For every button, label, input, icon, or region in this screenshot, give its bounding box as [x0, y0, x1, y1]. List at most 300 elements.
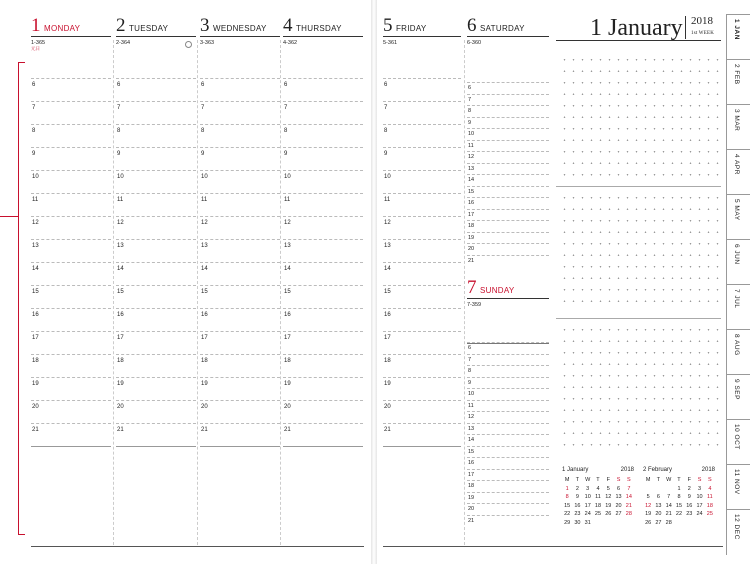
hour-label: 20	[468, 246, 475, 252]
hour-row[interactable]	[283, 193, 363, 217]
calendar-day: 9	[687, 494, 691, 501]
hour-label: 21	[32, 427, 39, 433]
hour-row[interactable]	[383, 193, 461, 217]
hour-label: 10	[468, 391, 475, 397]
hour-row[interactable]	[116, 262, 196, 286]
mini-calendar-grid	[562, 476, 634, 527]
hour-grid-end	[31, 446, 111, 447]
hour-label: 13	[468, 165, 475, 172]
calendar-day: 2	[575, 485, 579, 492]
hour-label: 19	[117, 381, 124, 387]
day-header	[31, 14, 111, 37]
calendar-day: 20	[655, 511, 662, 518]
day-column-wednesday	[200, 14, 280, 554]
hour-label: 19	[284, 381, 291, 387]
calendar-day: 17	[696, 502, 703, 509]
calendar-day: 23	[686, 511, 693, 518]
week-row	[562, 519, 634, 528]
mini-calendar-year: 2018	[701, 467, 715, 473]
hour-row[interactable]	[383, 423, 461, 447]
hour-row[interactable]	[283, 423, 363, 447]
hour-label: 11	[468, 402, 474, 409]
hour-label: 11	[32, 197, 39, 203]
hour-row[interactable]	[283, 331, 363, 355]
calendar-day	[705, 519, 715, 528]
hour-row[interactable]	[116, 193, 196, 217]
calendar-day	[664, 485, 674, 494]
hour-row[interactable]	[31, 216, 111, 240]
month-tab-label: 1 JAN	[733, 19, 740, 40]
calendar-day: 27	[655, 519, 662, 526]
calendar-day: 13	[615, 494, 622, 501]
day-count: 5-361	[383, 40, 398, 46]
hour-row[interactable]	[116, 147, 196, 171]
hour-row[interactable]	[383, 262, 461, 286]
hour-label: 10	[32, 174, 39, 180]
hour-row[interactable]	[200, 170, 280, 194]
calendar-day: 14	[665, 502, 672, 509]
day-number: 4	[283, 15, 293, 36]
hour-label: 13	[117, 243, 124, 249]
hour-label: 7	[468, 356, 472, 363]
hour-row[interactable]	[467, 255, 549, 268]
day-count: 7-359	[467, 302, 482, 308]
day-name: FRIDAY	[396, 24, 427, 33]
calendar-day: 20	[615, 502, 622, 509]
hour-label: 6	[117, 82, 121, 88]
calendar-day: 25	[594, 511, 602, 518]
column-separator	[113, 40, 114, 545]
hour-label: 14	[201, 266, 208, 272]
week-label: 1st WEEK	[691, 31, 715, 36]
mini-calendar-february	[643, 467, 715, 527]
calendar-day: 7	[627, 485, 631, 492]
day-number: 7	[467, 277, 477, 298]
day-count: 4-362	[283, 40, 298, 46]
day-name: SUNDAY	[480, 286, 515, 295]
hour-row[interactable]	[31, 331, 111, 355]
month-tab-dec[interactable]	[726, 509, 750, 555]
month-tab-nov[interactable]	[726, 464, 750, 510]
time-bracket	[18, 62, 25, 535]
calendar-day: 1	[565, 485, 569, 492]
mini-calendar-header	[643, 467, 715, 473]
hour-row[interactable]	[31, 101, 111, 125]
weekday-label: S	[697, 477, 702, 484]
calendar-day: 5	[606, 485, 610, 492]
hour-row[interactable]	[383, 101, 461, 125]
hour-row[interactable]	[31, 193, 111, 217]
week-row	[562, 493, 634, 502]
day-header	[467, 276, 549, 299]
hour-row[interactable]	[116, 400, 196, 424]
notes-dot-grid-3	[560, 324, 720, 449]
hour-label: 7	[117, 105, 121, 111]
hour-label: 6	[384, 82, 388, 88]
day-header	[283, 14, 363, 37]
hour-row[interactable]	[200, 262, 280, 286]
month-tab-oct[interactable]	[726, 419, 750, 465]
calendar-day: 21	[625, 502, 632, 509]
hour-label: 7	[201, 105, 205, 111]
calendar-day: 11	[595, 494, 601, 501]
column-separator	[280, 40, 281, 545]
hour-row[interactable]	[116, 216, 196, 240]
hour-row[interactable]	[116, 308, 196, 332]
hour-row[interactable]	[283, 216, 363, 240]
column-separator	[464, 40, 465, 545]
hour-label: 15	[32, 289, 39, 295]
weekday-row	[643, 476, 715, 485]
calendar-day: 19	[645, 511, 652, 518]
weekday-label: S	[616, 477, 621, 484]
hour-row[interactable]	[383, 239, 461, 263]
hour-label: 15	[384, 289, 391, 295]
hour-row[interactable]	[283, 101, 363, 125]
right-bottom-rule	[383, 546, 723, 547]
calendar-day: 11	[706, 494, 713, 501]
month-tab-aug[interactable]	[726, 329, 750, 375]
hour-label: 8	[117, 128, 121, 134]
hour-label: 13	[32, 243, 39, 249]
calendar-day	[684, 519, 694, 528]
calendar-day: 23	[574, 511, 581, 518]
calendar-day: 2	[687, 485, 691, 492]
hour-row[interactable]	[283, 124, 363, 148]
hour-label: 8	[384, 128, 388, 134]
hour-label: 17	[284, 335, 291, 341]
week-row	[643, 519, 715, 528]
hour-row[interactable]	[116, 285, 196, 309]
hour-row[interactable]	[383, 216, 461, 240]
month-tab-label: 7 JUL	[733, 289, 740, 309]
hour-grid-end	[283, 446, 363, 447]
hour-label: 21	[117, 427, 124, 433]
hour-row[interactable]	[31, 423, 111, 447]
hour-label: 13	[201, 243, 208, 249]
month-tab-may[interactable]	[726, 194, 750, 240]
day-column-tuesday	[116, 14, 196, 554]
hour-row[interactable]	[200, 377, 280, 401]
hour-row[interactable]	[116, 101, 196, 125]
day-name: MONDAY	[44, 24, 81, 33]
hour-label: 9	[284, 151, 288, 157]
calendar-day: 3	[586, 485, 590, 492]
weekday-label: W	[666, 477, 672, 484]
hour-row[interactable]	[283, 239, 363, 263]
hour-row[interactable]	[200, 124, 280, 148]
hour-label: 14	[32, 266, 39, 272]
day-column-sunday	[467, 276, 549, 524]
hour-row[interactable]	[467, 515, 549, 528]
hour-row[interactable]	[383, 285, 461, 309]
hour-label: 19	[384, 381, 391, 387]
hour-label: 16	[468, 460, 475, 466]
notes-dot-grid-2	[560, 192, 720, 312]
hour-label: 11	[468, 142, 474, 149]
sunday-notes-rule	[467, 343, 549, 344]
month-title: 1 January	[590, 15, 683, 41]
month-tab-jul[interactable]	[726, 284, 750, 330]
hour-row[interactable]	[200, 101, 280, 125]
hour-label: 10	[117, 174, 124, 180]
hour-label: 15	[468, 188, 475, 195]
calendar-day: 17	[584, 502, 591, 509]
weekday-row	[562, 476, 634, 485]
hour-label: 16	[468, 200, 475, 206]
hour-row[interactable]	[383, 308, 461, 332]
hour-label: 11	[201, 197, 208, 203]
calendar-day: 15	[564, 502, 571, 509]
hour-row[interactable]	[200, 423, 280, 447]
weekday-label: F	[606, 477, 610, 484]
day-count: 2-364	[116, 40, 131, 46]
column-separator	[197, 40, 198, 545]
calendar-day	[603, 519, 613, 528]
hour-label: 20	[201, 404, 208, 410]
calendar-day: 6	[617, 485, 621, 492]
hour-row[interactable]	[31, 124, 111, 148]
hour-row[interactable]	[200, 331, 280, 355]
hour-row[interactable]	[31, 354, 111, 378]
hour-row[interactable]	[200, 78, 280, 102]
week-row	[562, 502, 634, 511]
calendar-day: 9	[575, 494, 579, 501]
weekday-label: T	[656, 477, 661, 484]
hour-row[interactable]	[383, 331, 461, 355]
day-name: TUESDAY	[129, 24, 169, 33]
left-bottom-rule	[31, 546, 364, 547]
hour-row[interactable]	[383, 124, 461, 148]
weekday-label: T	[596, 477, 600, 484]
hour-row[interactable]	[383, 147, 461, 171]
calendar-day: 22	[675, 511, 683, 518]
hour-label: 21	[284, 427, 291, 433]
hour-row[interactable]	[31, 147, 111, 171]
month-tab-apr[interactable]	[726, 149, 750, 195]
hour-row[interactable]	[283, 308, 363, 332]
day-header	[200, 14, 280, 37]
hour-row[interactable]	[200, 400, 280, 424]
hour-label: 9	[32, 151, 36, 157]
notes-divider-1	[556, 186, 721, 187]
hour-label: 16	[201, 312, 208, 318]
holiday-label: 元日	[31, 46, 40, 51]
week-row	[643, 493, 715, 502]
hour-label: 14	[468, 437, 475, 443]
hour-label: 15	[468, 448, 475, 455]
hour-label: 21	[468, 517, 475, 524]
calendar-day: 14	[625, 494, 632, 501]
month-tab-label: 2 FEB	[733, 64, 740, 85]
hour-label: 21	[201, 427, 208, 433]
hour-row[interactable]	[283, 262, 363, 286]
hour-label: 8	[468, 368, 472, 374]
hour-row[interactable]	[31, 400, 111, 424]
hour-label: 17	[201, 335, 208, 341]
hour-label: 21	[384, 427, 391, 433]
hour-row[interactable]	[200, 216, 280, 240]
hour-row[interactable]	[116, 170, 196, 194]
week-row	[562, 485, 634, 494]
hour-row[interactable]	[31, 377, 111, 401]
calendar-day: 16	[574, 502, 581, 509]
month-tab-label: 10 OCT	[733, 424, 740, 450]
hour-label: 9	[201, 151, 205, 157]
hour-row[interactable]	[383, 377, 461, 401]
hour-row[interactable]	[31, 262, 111, 286]
hour-label: 15	[117, 289, 124, 295]
hour-row[interactable]	[383, 400, 461, 424]
day-number: 6	[467, 15, 477, 36]
calendar-day: 8	[677, 494, 681, 501]
hour-label: 12	[468, 414, 475, 420]
month-tab-jun[interactable]	[726, 239, 750, 285]
hour-row[interactable]	[31, 170, 111, 194]
hour-row[interactable]	[283, 354, 363, 378]
calendar-day: 27	[615, 511, 622, 518]
hour-label: 20	[384, 404, 391, 410]
calendar-day: 3	[698, 485, 702, 492]
year-label: 2018	[691, 15, 713, 27]
week-row	[643, 510, 715, 519]
moon-phase-icon	[185, 41, 192, 48]
mini-calendar-january	[562, 467, 634, 527]
hour-label: 17	[468, 471, 475, 478]
hour-row[interactable]	[383, 170, 461, 194]
hour-row[interactable]	[31, 78, 111, 102]
hour-label: 8	[32, 128, 36, 134]
month-tab-label: 12 DEC	[733, 514, 740, 540]
month-tab-sep[interactable]	[726, 374, 750, 420]
hour-label: 16	[284, 312, 291, 318]
month-tab-label: 11 NOV	[733, 469, 740, 495]
hour-label: 10	[384, 174, 391, 180]
hour-label: 6	[32, 82, 36, 88]
hour-label: 12	[468, 154, 475, 160]
hour-label: 6	[468, 345, 472, 351]
hour-label: 17	[384, 335, 391, 341]
day-number: 5	[383, 15, 393, 36]
hour-label: 6	[468, 85, 472, 91]
notes-divider-2	[556, 318, 721, 319]
calendar-day: 26	[605, 511, 612, 518]
day-number: 2	[116, 15, 126, 36]
month-tab-jan[interactable]	[726, 14, 750, 60]
hour-row[interactable]	[200, 193, 280, 217]
calendar-day: 28	[625, 511, 632, 518]
calendar-day	[593, 519, 603, 528]
calendar-day: 8	[565, 494, 569, 501]
mini-calendar-year: 2018	[620, 467, 634, 473]
hour-row[interactable]	[116, 78, 196, 102]
hour-label: 20	[32, 404, 39, 410]
hour-label: 6	[284, 82, 288, 88]
hour-row[interactable]	[200, 239, 280, 263]
hour-row[interactable]	[116, 423, 196, 447]
hour-label: 10	[468, 131, 475, 137]
hour-label: 20	[117, 404, 124, 410]
hour-label: 14	[468, 177, 475, 183]
hour-label: 12	[32, 220, 39, 226]
hour-label: 10	[284, 174, 291, 180]
hour-label: 13	[384, 243, 391, 249]
hour-row[interactable]	[200, 147, 280, 171]
hour-row[interactable]	[116, 239, 196, 263]
day-name: SATURDAY	[480, 24, 525, 33]
hour-row[interactable]	[283, 400, 363, 424]
calendar-day: 4	[596, 485, 600, 492]
hour-label: 18	[284, 358, 291, 364]
hour-row[interactable]	[116, 124, 196, 148]
hour-label: 11	[117, 197, 124, 203]
weekday-label: T	[677, 477, 681, 484]
month-tab-mar[interactable]	[726, 104, 750, 150]
hour-label: 16	[384, 312, 391, 318]
hour-row[interactable]	[31, 285, 111, 309]
hour-row[interactable]	[200, 308, 280, 332]
hour-row[interactable]	[116, 354, 196, 378]
hour-label: 9	[468, 379, 472, 386]
header-rule	[556, 40, 721, 41]
hour-label: 18	[468, 483, 475, 489]
calendar-day: 16	[686, 502, 693, 509]
calendar-day: 13	[655, 502, 662, 509]
hour-row[interactable]	[383, 354, 461, 378]
hour-label: 12	[384, 220, 391, 226]
calendar-day	[674, 519, 684, 528]
hour-label: 14	[284, 266, 291, 272]
weekday-label: M	[564, 477, 570, 484]
month-tab-feb[interactable]	[726, 59, 750, 105]
hour-label: 13	[468, 425, 475, 432]
day-column-thursday	[283, 14, 363, 554]
hour-row[interactable]	[200, 354, 280, 378]
day-count: 3-363	[200, 40, 215, 46]
hour-row[interactable]	[283, 377, 363, 401]
hour-label: 18	[384, 358, 391, 364]
hour-row[interactable]	[283, 78, 363, 102]
hour-row[interactable]	[283, 170, 363, 194]
calendar-day: 15	[675, 502, 683, 509]
calendar-day: 24	[584, 511, 591, 518]
hour-label: 19	[201, 381, 208, 387]
hour-row[interactable]	[200, 285, 280, 309]
hour-row[interactable]	[31, 239, 111, 263]
mini-calendar-month: 1 January	[562, 467, 589, 473]
hour-row[interactable]	[116, 331, 196, 355]
hour-row[interactable]	[383, 78, 461, 102]
hour-label: 6	[201, 82, 205, 88]
hour-label: 11	[384, 197, 391, 203]
hour-label: 7	[284, 105, 288, 111]
weekday-label: S	[708, 477, 712, 484]
hour-row[interactable]	[31, 308, 111, 332]
hour-row[interactable]	[116, 377, 196, 401]
hour-label: 19	[32, 381, 39, 387]
hour-label: 18	[32, 358, 39, 364]
day-count: 1-365 元日	[31, 40, 111, 52]
hour-grid-end	[116, 446, 196, 447]
day-number: 1	[31, 15, 41, 36]
notes-dot-grid-1	[560, 54, 720, 182]
hour-label: 21	[468, 257, 475, 264]
hour-label: 7	[384, 105, 388, 111]
calendar-day: 18	[706, 502, 713, 509]
hour-label: 9	[468, 119, 472, 126]
hour-row[interactable]	[283, 147, 363, 171]
hour-row[interactable]	[283, 285, 363, 309]
